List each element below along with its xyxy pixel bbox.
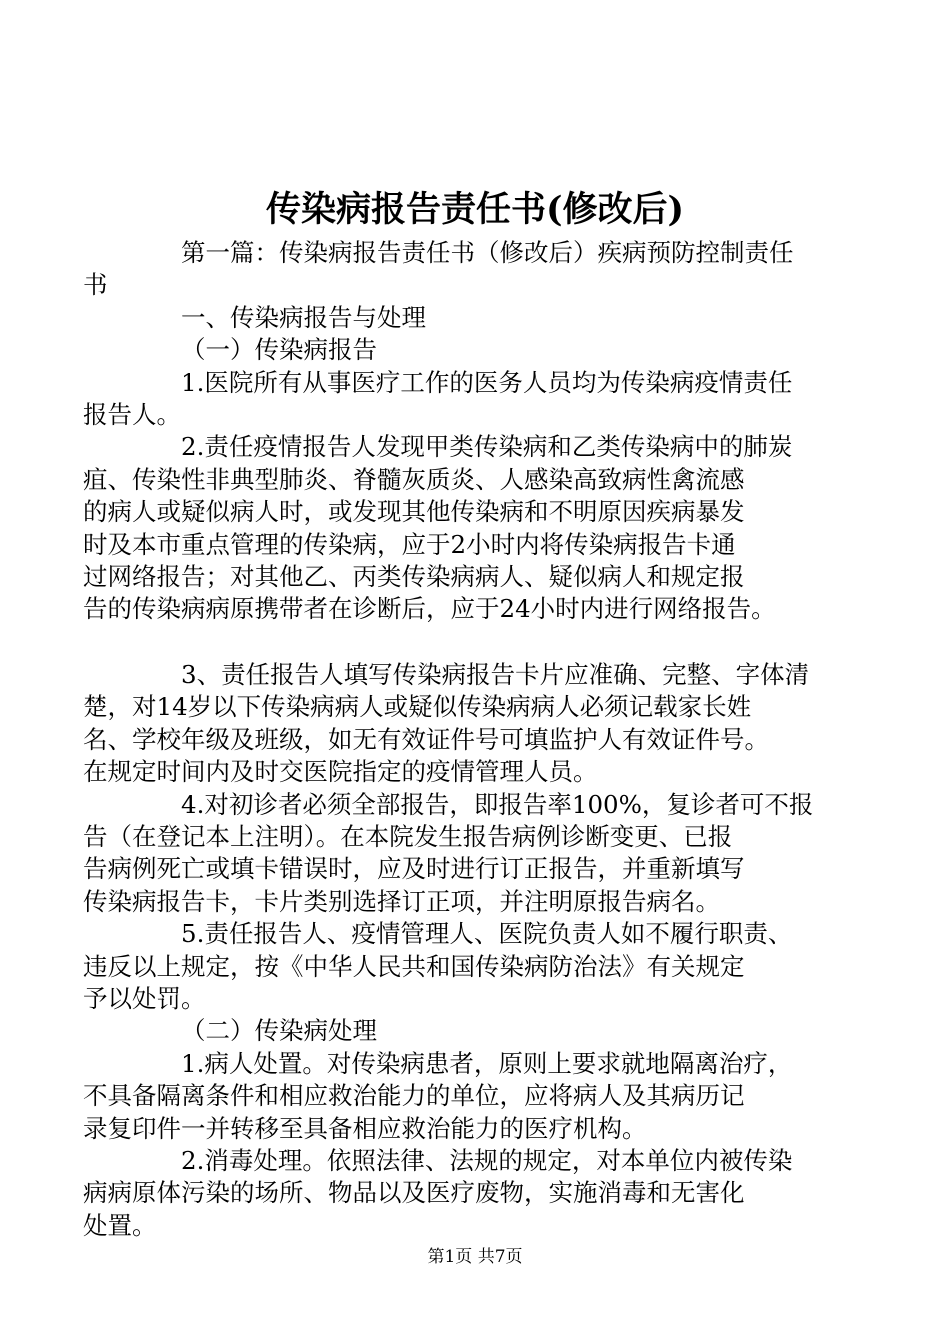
- paragraph: [83, 1048, 852, 1145]
- document-body: [83, 237, 852, 1242]
- text-line: 疽、传染性非典型肺炎、脊髓灰质炎、人感染高致病性禽流感: [83, 464, 745, 494]
- text-line: 告病例死亡或填卡错误时，应及时进行订正报告，并重新填写: [83, 854, 745, 884]
- paragraph: [83, 431, 852, 625]
- subsection-heading: [132, 334, 852, 366]
- paragraph: [83, 237, 852, 302]
- paragraph: [83, 367, 852, 432]
- page-number-footer: 第1页 共7页: [427, 1247, 523, 1267]
- text-line: 1.病人处置。对传染病患者，原则上要求就地隔离治疗，: [181, 1048, 793, 1078]
- paragraph: [83, 918, 852, 1015]
- paragraph: [83, 1145, 852, 1242]
- text-line: 告（在登记本上注明）。在本院发生报告病例诊断变更、已报: [83, 821, 733, 851]
- text-line: 楚，对14岁以下传染病病人或疑似传染病病人必须记载家长姓: [83, 692, 752, 722]
- text-line: 2.消毒处理。依照法律、法规的规定，对本单位内被传染: [181, 1145, 793, 1175]
- subsection-heading: [132, 1015, 852, 1047]
- text-line: 3、责任报告人填写传染病报告卡片应准确、完整、字体清: [181, 659, 810, 689]
- text-line: 在规定时间内及时交医院指定的疫情管理人员。: [83, 757, 598, 787]
- text-line: 书: [83, 270, 108, 300]
- text-line: 处置。: [83, 1210, 157, 1240]
- section-heading: [132, 302, 852, 334]
- text-line: 2.责任疫情报告人发现甲类传染病和乙类传染病中的肺炭: [181, 432, 793, 462]
- text-line: （一）传染病报告: [181, 335, 377, 365]
- text-line: 的病人或疑似病人时，或发现其他传染病和不明原因疾病暴发: [83, 497, 745, 527]
- text-line: 一、传染病报告与处理: [181, 302, 426, 332]
- text-line: 告的传染病病原携带者在诊断后，应于24小时内进行网络报告。: [83, 594, 776, 624]
- text-line: 传染病报告卡，卡片类别选择订正项，并注明原报告病名。: [83, 886, 720, 916]
- text-line: 录复印件一并转移至具备相应救治能力的医疗机构。: [83, 1113, 647, 1143]
- paragraph-gap: [132, 626, 852, 659]
- text-line: 1.医院所有从事医疗工作的医务人员均为传染病疫情责任: [181, 367, 793, 397]
- text-line: 过网络报告；对其他乙、丙类传染病病人、疑似病人和规定报: [83, 562, 745, 592]
- text-line: 予以处罚。: [83, 983, 206, 1013]
- text-line: 违反以上规定，按《中华人民共和国传染病防治法》有关规定: [83, 951, 745, 981]
- text-line: 第一篇：传染病报告责任书（修改后）疾病预防控制责任: [181, 238, 794, 267]
- text-line: 5.责任报告人、疫情管理人、医院负责人如不履行职责、: [181, 919, 793, 949]
- paragraph: [83, 789, 852, 919]
- text-line: 4.对初诊者必须全部报告，即报告率100%，复诊者可不报: [181, 789, 814, 819]
- text-line: 时及本市重点管理的传染病，应于2小时内将传染病报告卡通: [83, 529, 736, 559]
- text-line: （二）传染病处理: [181, 1016, 377, 1046]
- text-line: 不具备隔离条件和相应救治能力的单位，应将病人及其病历记: [83, 1081, 745, 1111]
- paragraph: [83, 659, 852, 789]
- document-title: 传染病报告责任书(修改后): [265, 189, 685, 230]
- text-line: 名、学校年级及班级，如无有效证件号可填监护人有效证件号。: [83, 724, 769, 754]
- text-line: 报告人。: [83, 400, 181, 430]
- text-line: 病病原体污染的场所、物品以及医疗废物，实施消毒和无害化: [83, 1178, 745, 1208]
